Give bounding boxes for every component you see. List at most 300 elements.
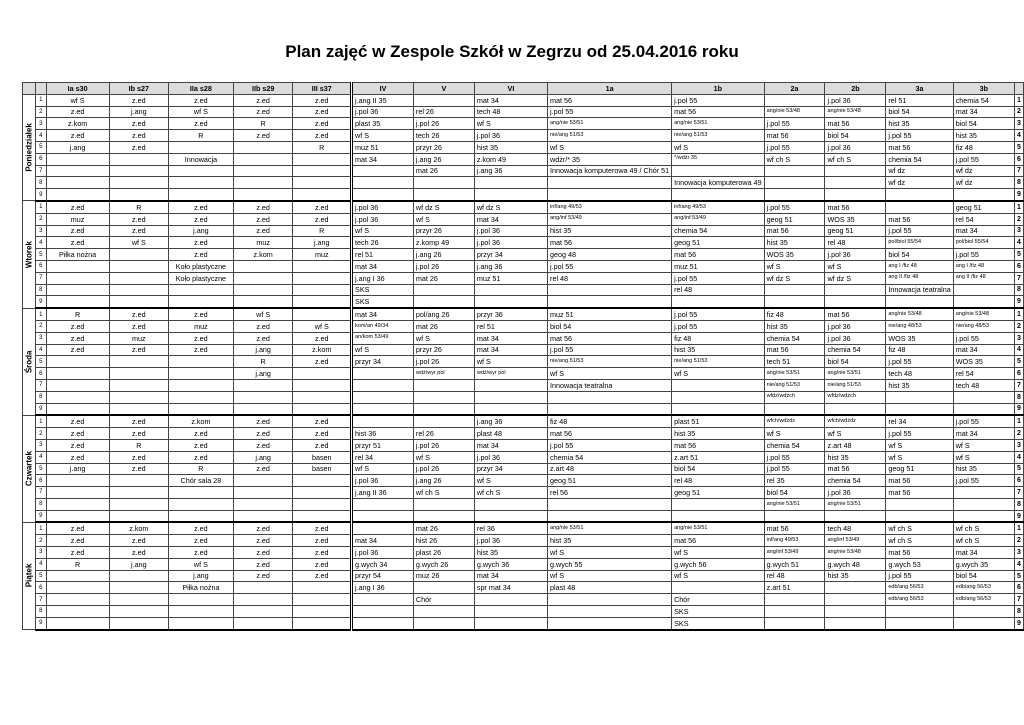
schedule-cell: j.pol 36 [474, 237, 547, 249]
schedule-cell [293, 606, 352, 618]
schedule-cell: wf S [953, 439, 1014, 451]
schedule-cell [233, 617, 293, 629]
schedule-cell: z.art 48 [825, 439, 886, 451]
lesson-number: 9 [36, 189, 47, 201]
schedule-cell: z.ed [46, 535, 109, 547]
schedule-cell: j.pol 26 [413, 118, 474, 130]
schedule-cell [46, 272, 109, 284]
schedule-cell: z.art 51 [672, 451, 765, 463]
schedule-cell: rel 48 [672, 475, 765, 487]
schedule-cell: plast 48 [474, 428, 547, 440]
schedule-cell: z.ed [233, 570, 293, 582]
schedule-cell: j.pol 26 [413, 439, 474, 451]
schedule-cell [233, 510, 293, 522]
schedule-cell: j.pol 55 [886, 428, 953, 440]
schedule-cell [672, 391, 765, 403]
schedule-cell: R [233, 356, 293, 368]
schedule-cell: mat 56 [886, 487, 953, 499]
lesson-number: 9 [36, 617, 47, 629]
table-row [23, 570, 1024, 582]
schedule-cell: z.ed [168, 451, 233, 463]
schedule-cell: z.ed [46, 522, 109, 534]
schedule-cell [233, 594, 293, 606]
schedule-cell: SKS [352, 296, 414, 308]
lesson-number-right: 1 [1014, 522, 1023, 534]
lesson-number-right: 1 [1014, 94, 1023, 106]
schedule-cell: przyr 51 [352, 439, 414, 451]
schedule-cell: geog 51 [672, 237, 765, 249]
schedule-cell: tech 51 [764, 356, 825, 368]
schedule-cell: basen [293, 451, 352, 463]
lesson-number-right: 7 [1014, 379, 1023, 391]
schedule-cell: j.ang [109, 558, 168, 570]
schedule-cell: z.ed [233, 415, 293, 427]
schedule-cell: mat 56 [886, 213, 953, 225]
schedule-cell [672, 582, 765, 594]
schedule-cell [109, 475, 168, 487]
schedule-cell: wf S [413, 213, 474, 225]
schedule-cell [109, 606, 168, 618]
lesson-number-right: 3 [1014, 225, 1023, 237]
table-row [23, 379, 1024, 391]
schedule-cell [672, 189, 765, 201]
schedule-cell: z.ed [233, 94, 293, 106]
schedule-cell: chemia 54 [953, 94, 1014, 106]
schedule-cell: R [109, 439, 168, 451]
schedule-cell: wf S [352, 344, 414, 356]
schedule-cell [168, 403, 233, 415]
schedule-cell: z.ed [46, 415, 109, 427]
schedule-cell: j.ang 26 [413, 153, 474, 165]
table-row [23, 522, 1024, 534]
schedule-cell: j.pol 36 [474, 451, 547, 463]
schedule-cell [293, 594, 352, 606]
schedule-cell [413, 189, 474, 201]
schedule-cell [474, 177, 547, 189]
schedule-cell: j.pol 55 [672, 272, 765, 284]
schedule-cell [413, 391, 474, 403]
schedule-cell: z.ed [168, 522, 233, 534]
schedule-cell [825, 177, 886, 189]
schedule-cell: biol 54 [825, 356, 886, 368]
table-row [23, 130, 1024, 142]
lesson-number-right: 2 [1014, 535, 1023, 547]
schedule-cell: wf S [672, 570, 765, 582]
schedule-cell: z.ed [233, 547, 293, 559]
schedule-cell: R [109, 201, 168, 213]
lesson-number: 4 [36, 130, 47, 142]
class-header: IV [352, 83, 414, 95]
schedule-cell [293, 368, 352, 380]
lesson-number: 9 [36, 403, 47, 415]
schedule-cell: j.ang I 36 [352, 272, 414, 284]
schedule-cell: mat 56 [672, 439, 765, 451]
schedule-cell: mat 56 [548, 428, 672, 440]
schedule-cell: ang/inf 53/49 [548, 213, 672, 225]
lesson-number-right: 4 [1014, 344, 1023, 356]
schedule-cell: hist 36 [352, 428, 414, 440]
schedule-cell: z.ed [168, 118, 233, 130]
schedule-cell: mat 34 [474, 570, 547, 582]
lesson-number-right: 3 [1014, 547, 1023, 559]
schedule-cell: wf S [825, 260, 886, 272]
table-row [23, 594, 1024, 606]
schedule-cell: muz [168, 320, 233, 332]
schedule-cell: z.ed [233, 535, 293, 547]
schedule-cell: Innowacja [168, 153, 233, 165]
lesson-number-right: 9 [1014, 189, 1023, 201]
schedule-cell [293, 510, 352, 522]
schedule-cell: z.ed [168, 237, 233, 249]
schedule-cell: muz 51 [474, 272, 547, 284]
schedule-cell: wf S [352, 225, 414, 237]
schedule-cell [233, 403, 293, 415]
schedule-cell: hist 26 [413, 535, 474, 547]
schedule-cell: tech 26 [413, 130, 474, 142]
schedule-cell: nie/ang 48/53 [886, 320, 953, 332]
schedule-cell: pol/ang 26 [413, 308, 474, 320]
schedule-cell [46, 284, 109, 296]
schedule-cell: geog 48 [548, 249, 672, 261]
schedule-cell: przyr 26 [413, 225, 474, 237]
class-header: Ib s27 [109, 83, 168, 95]
schedule-cell: g.wych 48 [825, 558, 886, 570]
schedule-cell: edb/ang 56/53 [953, 582, 1014, 594]
schedule-cell [168, 177, 233, 189]
lesson-number-right: 8 [1014, 284, 1023, 296]
schedule-cell: geog 51 [672, 487, 765, 499]
schedule-cell: plast 35 [352, 118, 414, 130]
schedule-cell: muz 51 [672, 260, 765, 272]
schedule-cell: z.ed [109, 213, 168, 225]
schedule-cell [886, 391, 953, 403]
lesson-number-right: 5 [1014, 463, 1023, 475]
schedule-cell: ang/nie 53/51 [825, 498, 886, 510]
schedule-cell: chemia 54 [764, 439, 825, 451]
schedule-cell: WOS 35 [886, 332, 953, 344]
lesson-number: 4 [36, 558, 47, 570]
schedule-cell: rel 54 [953, 213, 1014, 225]
schedule-cell [293, 379, 352, 391]
lesson-number-right: 7 [1014, 272, 1023, 284]
schedule-cell: z.ed [233, 225, 293, 237]
page-title: Plan zajęć w Zespole Szkół w Zegrzu od 25.04.2016 roku [285, 42, 739, 61]
schedule-cell [413, 379, 474, 391]
schedule-cell [352, 379, 414, 391]
schedule-cell: R [233, 118, 293, 130]
schedule-cell: edb/ang 56/53 [886, 582, 953, 594]
schedule-cell: z.ed [109, 225, 168, 237]
class-header: VI [474, 83, 547, 95]
schedule-cell: biol 54 [548, 320, 672, 332]
schedule-cell: wf S [548, 570, 672, 582]
schedule-cell: g.wych 51 [764, 558, 825, 570]
lesson-number-right: 8 [1014, 606, 1023, 618]
schedule-cell [109, 617, 168, 629]
lesson-number: 8 [36, 606, 47, 618]
schedule-cell: z.ed [233, 522, 293, 534]
schedule-cell [46, 617, 109, 629]
table-row [23, 463, 1024, 475]
table-row [23, 308, 1024, 320]
schedule-cell [293, 189, 352, 201]
schedule-cell: mat 34 [352, 260, 414, 272]
schedule-cell: muz [233, 237, 293, 249]
lesson-number: 5 [36, 463, 47, 475]
table-row [23, 249, 1024, 261]
schedule-cell: wf S [764, 428, 825, 440]
schedule-cell: j.pol 55 [886, 356, 953, 368]
schedule-cell: biol 54 [886, 249, 953, 261]
schedule-cell: j.ang 26 [413, 475, 474, 487]
schedule-cell: wf ch S [474, 487, 547, 499]
schedule-cell: wf ch S [953, 522, 1014, 534]
schedule-cell: ang I /fiz 48 [953, 260, 1014, 272]
schedule-cell: mat 26 [413, 165, 474, 177]
schedule-cell: z.ed [168, 94, 233, 106]
schedule-cell: hist 35 [953, 463, 1014, 475]
schedule-cell: kom/an 49/34 [352, 320, 414, 332]
schedule-cell: z.ed [109, 141, 168, 153]
schedule-cell: j.pol 55 [764, 141, 825, 153]
schedule-cell: j.pol 36 [825, 320, 886, 332]
schedule-cell [46, 582, 109, 594]
schedule-cell [46, 153, 109, 165]
schedule-cell [46, 189, 109, 201]
table-row [23, 558, 1024, 570]
lesson-number: 8 [36, 391, 47, 403]
schedule-cell: chemia 54 [764, 332, 825, 344]
schedule-cell [764, 403, 825, 415]
schedule-cell: wf S [474, 118, 547, 130]
lesson-number-right: 9 [1014, 296, 1023, 308]
lesson-number-right: 6 [1014, 475, 1023, 487]
schedule-cell: z.ed [46, 201, 109, 213]
schedule-cell [474, 296, 547, 308]
lesson-number: 1 [36, 308, 47, 320]
schedule-cell: z.ed [293, 94, 352, 106]
schedule-cell: SKS [352, 284, 414, 296]
lesson-number-right: 4 [1014, 130, 1023, 142]
schedule-table [22, 82, 1024, 631]
lesson-number: 2 [36, 106, 47, 118]
schedule-cell: hist 35 [548, 225, 672, 237]
schedule-cell [764, 94, 825, 106]
schedule-cell: rel 54 [953, 368, 1014, 380]
lesson-number-right: 8 [1014, 177, 1023, 189]
schedule-cell: nie/ang 51/53 [672, 130, 765, 142]
schedule-cell: z.ed [233, 201, 293, 213]
day-label: Piątek [23, 522, 36, 629]
schedule-cell: ang/inf 53/49 [825, 535, 886, 547]
schedule-cell [413, 284, 474, 296]
lesson-number: 5 [36, 141, 47, 153]
schedule-cell: z.ed [46, 547, 109, 559]
schedule-cell: nie/ang 51/53 [548, 356, 672, 368]
lesson-number-right: 7 [1014, 165, 1023, 177]
schedule-cell: j.pol 55 [953, 153, 1014, 165]
schedule-cell [953, 617, 1014, 629]
schedule-cell [109, 296, 168, 308]
table-row [23, 535, 1024, 547]
schedule-cell: fiz 48 [764, 308, 825, 320]
schedule-cell [168, 617, 233, 629]
lesson-number: 8 [36, 498, 47, 510]
schedule-cell: wf S [413, 332, 474, 344]
schedule-cell [109, 249, 168, 261]
schedule-cell: mat 56 [825, 308, 886, 320]
schedule-cell: j.ang [233, 368, 293, 380]
schedule-cell: z.ed [46, 344, 109, 356]
schedule-cell: mat 56 [764, 130, 825, 142]
schedule-cell: Innowacja komputerowa 49 / Chór 51 [548, 165, 672, 177]
schedule-cell [413, 177, 474, 189]
schedule-cell: rel 34 [886, 415, 953, 427]
schedule-cell [672, 379, 765, 391]
table-row [23, 296, 1024, 308]
lesson-number: 3 [36, 118, 47, 130]
schedule-cell: z.ed [293, 356, 352, 368]
schedule-cell [825, 617, 886, 629]
schedule-cell [109, 189, 168, 201]
schedule-cell: z.kom [46, 118, 109, 130]
schedule-cell: hist 35 [672, 344, 765, 356]
schedule-cell [886, 403, 953, 415]
schedule-cell: muz 51 [352, 141, 414, 153]
schedule-cell: j.pol 36 [825, 487, 886, 499]
schedule-cell [825, 403, 886, 415]
schedule-cell: tech 48 [953, 379, 1014, 391]
schedule-cell: z.ed [293, 439, 352, 451]
schedule-cell [548, 510, 672, 522]
schedule-cell: nie/ang 48/53 [953, 320, 1014, 332]
schedule-cell: z.ed [293, 415, 352, 427]
schedule-cell [168, 594, 233, 606]
schedule-cell [293, 260, 352, 272]
schedule-cell: biol 54 [886, 106, 953, 118]
schedule-cell: wf dz S [413, 201, 474, 213]
schedule-cell: mat 56 [764, 344, 825, 356]
class-header: IIa s28 [168, 83, 233, 95]
schedule-cell: j.pol 55 [764, 201, 825, 213]
schedule-cell: wf S [233, 308, 293, 320]
schedule-cell [46, 475, 109, 487]
schedule-cell [764, 189, 825, 201]
schedule-cell [109, 153, 168, 165]
schedule-cell: ang/nie 53/51 [825, 368, 886, 380]
schedule-cell: wf S [548, 141, 672, 153]
schedule-cell: j.pol 36 [825, 332, 886, 344]
schedule-cell [168, 284, 233, 296]
lesson-number-right: 5 [1014, 249, 1023, 261]
lesson-number-right: 3 [1014, 118, 1023, 130]
schedule-cell: mat 56 [886, 547, 953, 559]
schedule-cell [293, 284, 352, 296]
schedule-cell [293, 487, 352, 499]
schedule-cell: wdżr/* 35 [548, 153, 672, 165]
schedule-cell: j.pol 55 [886, 225, 953, 237]
schedule-cell: z.ed [168, 332, 233, 344]
table-row [23, 237, 1024, 249]
schedule-cell [352, 415, 414, 427]
lesson-number-right: 3 [1014, 332, 1023, 344]
schedule-cell [764, 165, 825, 177]
schedule-cell [672, 510, 765, 522]
schedule-cell [474, 617, 547, 629]
table-row [23, 391, 1024, 403]
lesson-number-right: 6 [1014, 153, 1023, 165]
schedule-cell [233, 606, 293, 618]
schedule-cell: R [46, 308, 109, 320]
schedule-cell: plast 48 [548, 582, 672, 594]
schedule-cell [168, 189, 233, 201]
schedule-cell: inf/ang 49/53 [672, 201, 765, 213]
schedule-cell [168, 510, 233, 522]
schedule-cell [233, 141, 293, 153]
schedule-cell: rel 35 [764, 475, 825, 487]
lesson-number: 7 [36, 594, 47, 606]
schedule-cell [109, 594, 168, 606]
schedule-cell: z.ed [109, 308, 168, 320]
schedule-cell: mat 34 [474, 344, 547, 356]
schedule-cell: z.ed [109, 535, 168, 547]
schedule-cell: j.ang [46, 463, 109, 475]
schedule-cell [293, 391, 352, 403]
schedule-cell: z.kom [293, 344, 352, 356]
lesson-number: 3 [36, 225, 47, 237]
lesson-number: 5 [36, 570, 47, 582]
schedule-cell: j.pol 55 [886, 570, 953, 582]
schedule-cell [109, 391, 168, 403]
schedule-cell: mat 34 [953, 344, 1014, 356]
table-row [23, 177, 1024, 189]
lesson-number-right: 4 [1014, 237, 1023, 249]
table-row [23, 260, 1024, 272]
lesson-number: 3 [36, 547, 47, 559]
schedule-cell: z.ed [293, 332, 352, 344]
schedule-cell: j.pol 55 [886, 130, 953, 142]
schedule-cell [46, 498, 109, 510]
schedule-cell [413, 510, 474, 522]
schedule-cell [233, 177, 293, 189]
schedule-cell [46, 510, 109, 522]
schedule-cell: j.ang [168, 570, 233, 582]
lesson-number: 3 [36, 332, 47, 344]
schedule-cell: z.ed [233, 213, 293, 225]
schedule-cell: j.ang 36 [474, 165, 547, 177]
schedule-cell: j.pol 26 [413, 260, 474, 272]
schedule-cell: Innowacja teatralna [548, 379, 672, 391]
schedule-cell [293, 498, 352, 510]
schedule-cell [474, 498, 547, 510]
schedule-cell: muz 51 [548, 308, 672, 320]
schedule-cell: wf S [474, 475, 547, 487]
schedule-cell: wf ch S [886, 535, 953, 547]
table-row [23, 118, 1024, 130]
schedule-cell [474, 284, 547, 296]
schedule-cell: mat 56 [825, 201, 886, 213]
schedule-cell: pol/biol 55/54 [953, 237, 1014, 249]
schedule-cell: mat 56 [548, 332, 672, 344]
schedule-cell: z.ed [109, 415, 168, 427]
schedule-cell [886, 189, 953, 201]
schedule-cell [886, 606, 953, 618]
schedule-cell: z.ed [293, 106, 352, 118]
schedule-cell [109, 403, 168, 415]
schedule-cell: z.ed [293, 522, 352, 534]
schedule-cell: mat 56 [825, 463, 886, 475]
schedule-cell: wf S [168, 106, 233, 118]
